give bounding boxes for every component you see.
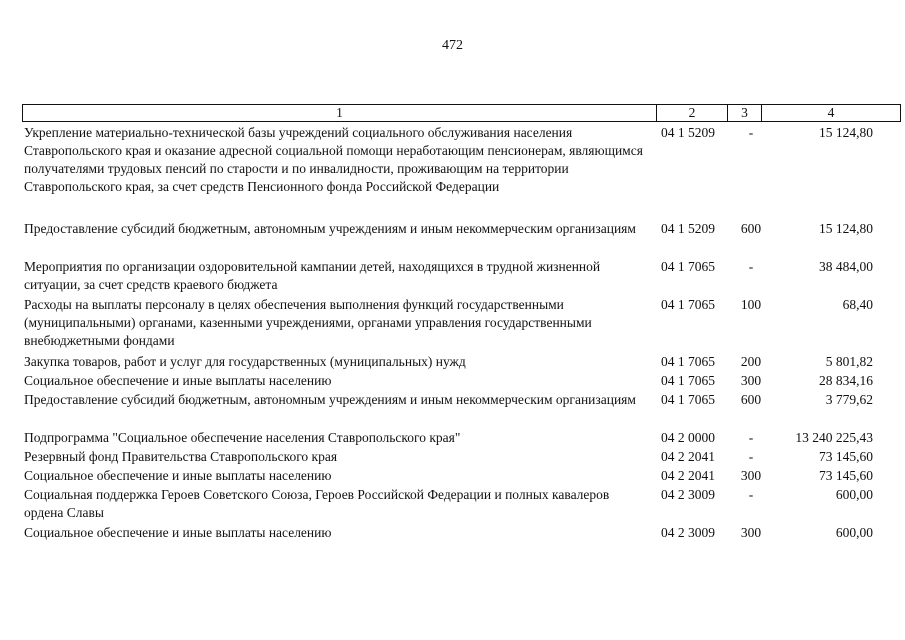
row-sum: 3 779,62: [825, 392, 873, 407]
row-name: Укрепление материально-технической базы учреждений социального обслуживания населения Ставропольского края и оказание адресной социальной помощи неработающим пенсионерам, являющимся получателями трудовых пенсий по старости и по инвалидности, проживающим на территории Ставропольского края, за счет средств Пенсионного фонда Российской Федерации: [24, 125, 643, 194]
row-code: 04 2 3009: [661, 525, 715, 540]
row-sum: 600,00: [835, 525, 873, 540]
row-sum: 73 145,60: [819, 449, 873, 464]
row-type: 300: [740, 468, 762, 483]
row-sum: 28 834,16: [819, 373, 873, 388]
row-name: Социальное обеспечение и иные выплаты населению: [24, 373, 332, 388]
row-type: 300: [740, 525, 762, 540]
row-code: 04 2 2041: [661, 468, 715, 483]
row-sum: 13 240 225,43: [795, 430, 873, 445]
row-code: 04 2 0000: [661, 430, 715, 445]
row-name: Закупка товаров, работ и услуг для государственных (муниципальных) нужд: [24, 354, 466, 369]
row-type: 200: [740, 354, 762, 369]
row-code: 04 1 7065: [661, 373, 715, 388]
row-name: Подпрограмма "Социальное обеспечение населения Ставропольского края": [24, 430, 461, 445]
row-code: 04 1 5209: [661, 125, 715, 140]
table-row: [24, 467, 874, 486]
row-type: 100: [740, 297, 762, 312]
row-name: Социальное обеспечение и иные выплаты населению: [24, 468, 332, 483]
table-row: [24, 258, 874, 296]
row-sum: 15 124,80: [819, 221, 873, 236]
column-header-4: 4: [762, 105, 901, 122]
column-header-2: 2: [657, 105, 728, 122]
row-type: 600: [740, 221, 762, 236]
row-name: Социальная поддержка Героев Советского Союза, Героев Российской Федерации и полных кавалеров ордена Славы: [24, 487, 610, 520]
table-row: [24, 124, 874, 220]
table-row: [24, 372, 874, 391]
row-type: -: [748, 125, 754, 140]
row-sum: 5 801,82: [825, 354, 873, 369]
row-name: Мероприятия по организации оздоровительной кампании детей, находящихся в трудной жизненной ситуации, за счет средств краевого бюджета: [24, 259, 601, 292]
table-row: [24, 296, 874, 353]
row-code: 04 1 5209: [661, 221, 715, 236]
budget-table-body: [24, 124, 874, 543]
row-sum: 38 484,00: [819, 259, 873, 274]
row-type: -: [748, 449, 754, 464]
row-code: 04 1 7065: [661, 259, 715, 274]
row-type: -: [748, 259, 754, 274]
row-type: 300: [740, 373, 762, 388]
row-name: Предоставление субсидий бюджетным, автономным учреждениям и иным некоммерческим организациям: [24, 221, 636, 236]
row-sum: 68,40: [842, 297, 873, 312]
column-header-row: [22, 104, 901, 122]
row-type: -: [748, 487, 754, 502]
row-code: 04 2 2041: [661, 449, 715, 464]
row-sum: 73 145,60: [819, 468, 873, 483]
row-name: Предоставление субсидий бюджетным, автономным учреждениям и иным некоммерческим организациям: [24, 392, 636, 407]
row-code: 04 2 3009: [661, 487, 715, 502]
row-type: -: [748, 430, 754, 445]
row-code: 04 1 7065: [661, 297, 715, 312]
row-sum: 15 124,80: [819, 125, 873, 140]
row-name: Социальное обеспечение и иные выплаты населению: [24, 525, 332, 540]
table-row: [24, 448, 874, 467]
row-name: Резервный фонд Правительства Ставропольского края: [24, 449, 338, 464]
row-code: 04 1 7065: [661, 354, 715, 369]
table-row: [24, 353, 874, 372]
table-row: [24, 429, 874, 448]
row-name: Расходы на выплаты персоналу в целях обеспечения выполнения функций государственными (муниципальными) органами, казенными учреждениями, органами управления государственными внебюджетными фондами: [24, 297, 592, 348]
column-header-1: 1: [23, 105, 657, 122]
table-row: [24, 391, 874, 429]
table-row: [24, 220, 874, 258]
table-row: [24, 486, 874, 524]
row-type: 600: [740, 392, 762, 407]
table-row: [24, 524, 874, 543]
column-header-3: 3: [728, 105, 762, 122]
row-sum: 600,00: [835, 487, 873, 502]
page-number: 472: [442, 38, 463, 53]
row-code: 04 1 7065: [661, 392, 715, 407]
